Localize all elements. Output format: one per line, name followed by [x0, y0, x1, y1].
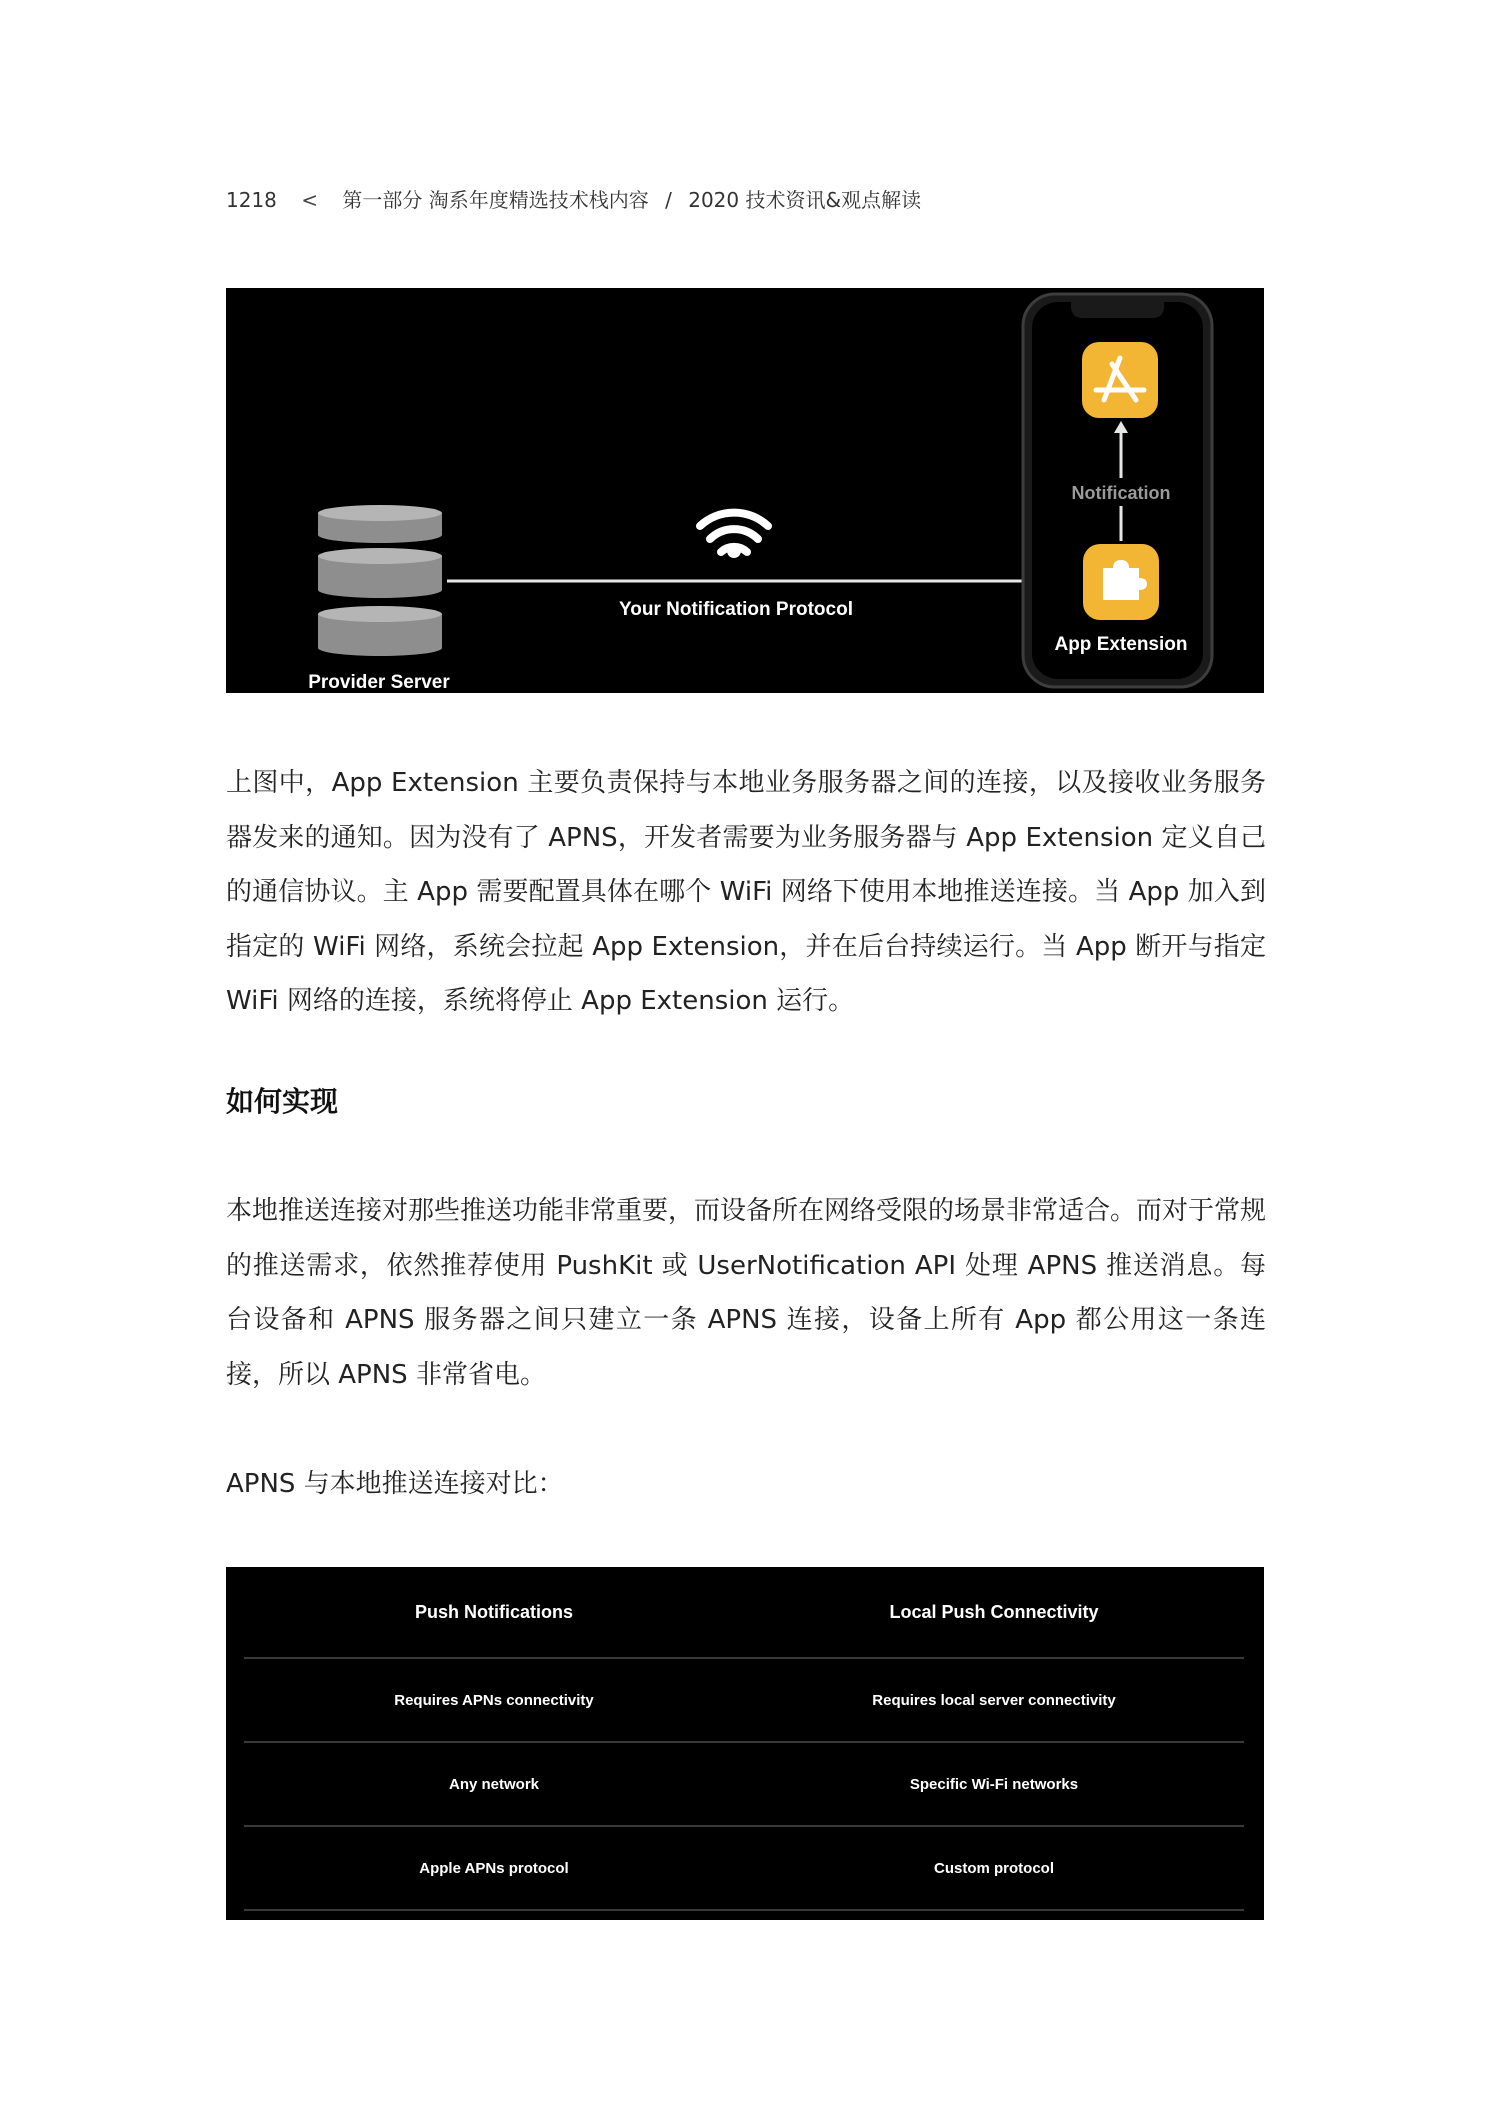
table-cell: Requires local server connectivity [744, 1658, 1244, 1742]
page-header [226, 184, 921, 213]
app-extension-label: App Extension [1054, 634, 1188, 655]
column-header: Push Notifications [244, 1567, 744, 1658]
table-header-row [244, 1567, 1244, 1658]
comparison-figure [226, 1567, 1264, 1920]
paragraph-3: APNS 与本地推送连接对比： [226, 1469, 564, 1499]
provider-server-label: Provider Server [308, 672, 450, 693]
paragraph-2: 本地推送连接对那些推送功能非常重要，而设备所在网络受限的场景非常适合。而对于常规的推送需求，依然推荐使用 PushKit 或 UserNotification API 处理 APNS 推送消息。每台设备和 APNS 服务器之间只建立一条 APNS 连接，设备上所有 App 都公用这一条连接，所以 APNS 非常省电。 [226, 1196, 1267, 1390]
database-icon [318, 505, 442, 656]
table-cell: Custom protocol [744, 1826, 1244, 1910]
table-cell: Requires APNs connectivity [244, 1658, 744, 1742]
protocol-label: Your Notification Protocol [619, 599, 853, 620]
puzzle-icon [1083, 544, 1159, 620]
page-number: 1218 [226, 188, 277, 212]
table-cell: Apple APNs protocol [244, 1826, 744, 1910]
comparison-table [244, 1567, 1244, 1911]
paragraph-1: 上图中，App Extension 主要负责保持与本地业务服务器之间的连接，以及接收业务服务器发来的通知。因为没有了 APNS，开发者需要为业务服务器与 App Extension 定义自己的通信协议。主 App 需要配置具体在哪个 WiFi 网络下使用本地推送连接。当 App 加入到指定的 WiFi 网络，系统会拉起 App Extension，并在后台持续运行。当 App 断开与指定 WiFi 网络的连接，系统将停止 App Extension 运行。 [226, 768, 1266, 1016]
table-row [244, 1658, 1244, 1742]
app-store-icon [1082, 342, 1158, 418]
architecture-figure [226, 288, 1264, 693]
header-separator: < [301, 188, 319, 212]
table-row [244, 1826, 1244, 1910]
header-slash: / [665, 188, 672, 212]
table-row [244, 1742, 1244, 1826]
notification-label: Notification [1071, 483, 1171, 503]
table-cell: Specific Wi-Fi networks [744, 1742, 1244, 1826]
column-header: Local Push Connectivity [744, 1567, 1244, 1658]
wifi-dot-icon [727, 544, 741, 558]
section-heading: 如何实现 [226, 1085, 339, 1118]
table-cell: Any network [244, 1742, 744, 1826]
header-part: 第一部分 淘系年度精选技术栈内容 [342, 188, 649, 212]
header-section: 2020 技术资讯&观点解读 [688, 188, 922, 212]
